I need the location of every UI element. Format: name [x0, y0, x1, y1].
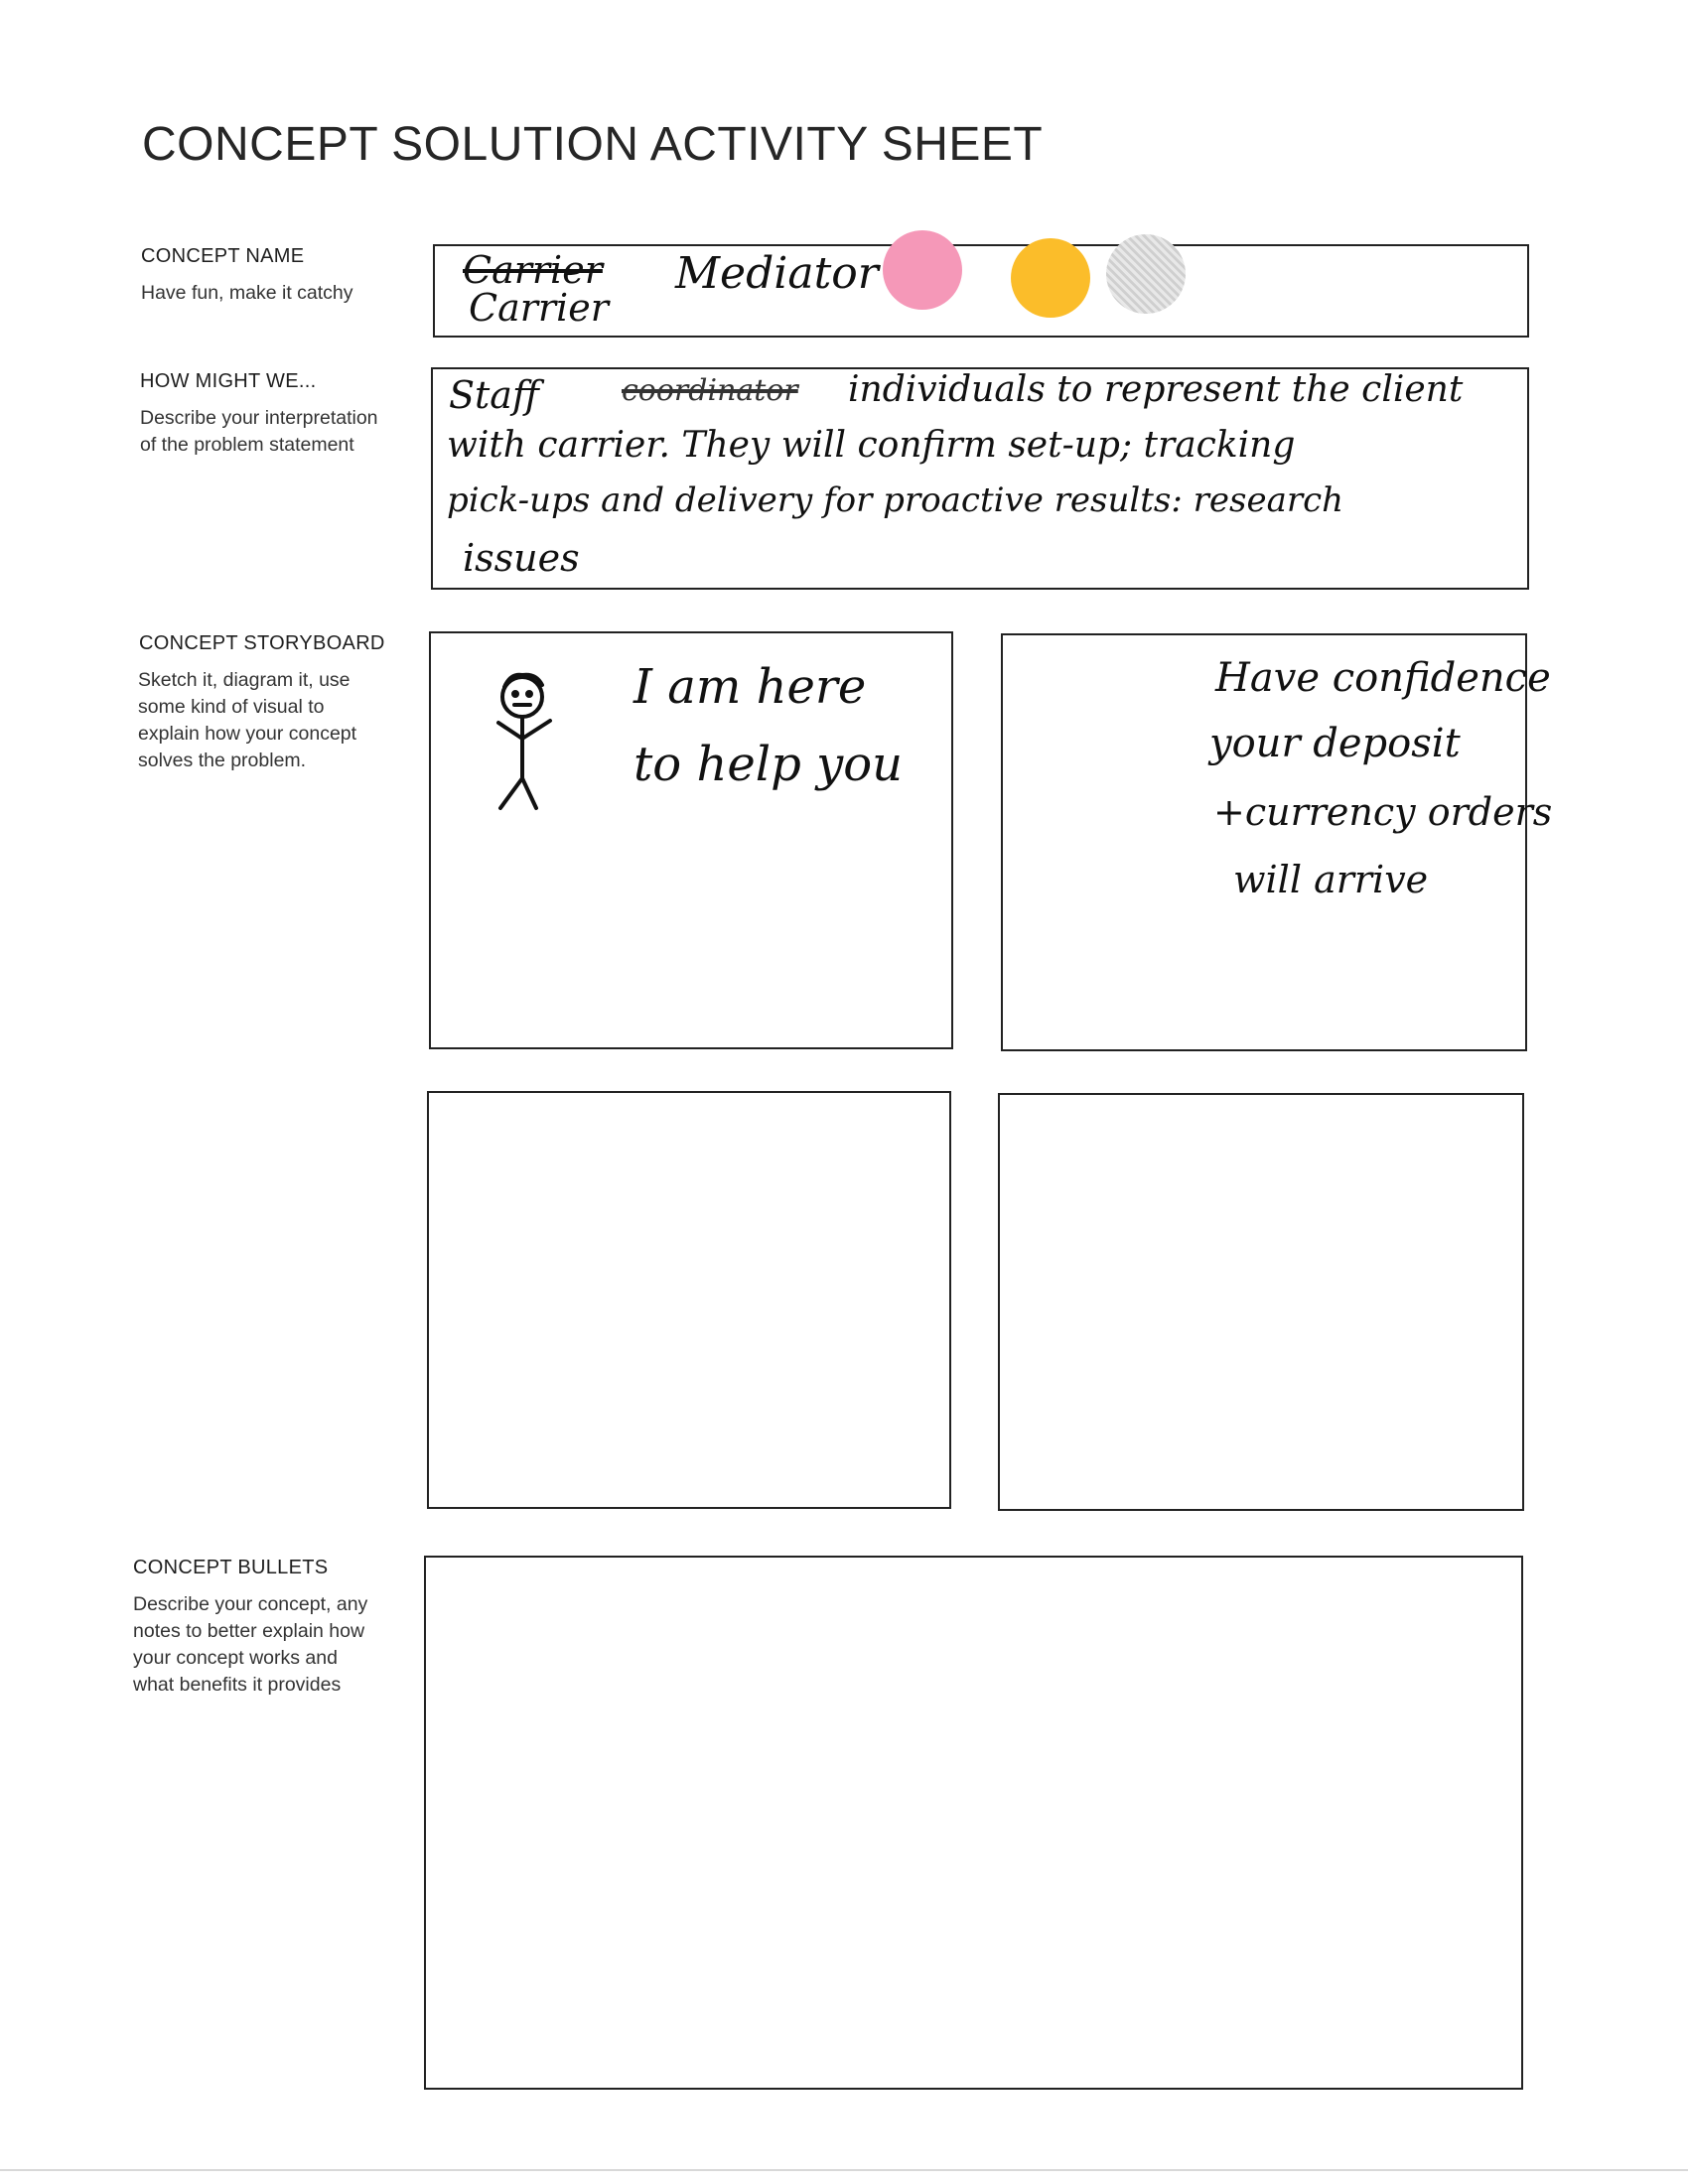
storyboard-description-2: some kind of visual to	[138, 696, 325, 718]
storyboard-description-3: explain how your concept	[138, 723, 357, 745]
storyboard-description-4: solves the problem.	[138, 750, 307, 771]
pink-vote-sticker	[883, 230, 962, 310]
hmw-line2: with carrier. They will confirm set-up; tracking	[447, 425, 1296, 466]
how-might-we-box[interactable]	[431, 367, 1529, 590]
concept-bullets-box[interactable]	[424, 1556, 1523, 2090]
concept-name-box[interactable]	[433, 244, 1529, 338]
concept-name-description: Have fun, make it catchy	[141, 282, 353, 304]
concept-name-heading: CONCEPT NAME	[141, 245, 305, 267]
storyboard-panel-1[interactable]	[429, 631, 953, 1049]
hmw-line1-start: Staff	[449, 373, 539, 417]
hmw-line3: pick-ups and delivery for proactive results: research	[447, 480, 1344, 520]
hmw-line4: issues	[463, 536, 580, 580]
concept-name-alt: Carrier	[469, 286, 609, 330]
stick-figure-sketch	[471, 669, 590, 828]
yellow-vote-sticker	[1011, 238, 1090, 318]
storyboard-heading: CONCEPT STORYBOARD	[139, 632, 385, 654]
storyboard-description-1: Sketch it, diagram it, use	[138, 669, 351, 691]
concept-bullets-description-4: what benefits it provides	[133, 1674, 342, 1696]
panel2-line2: your deposit	[1209, 721, 1461, 766]
storyboard-panel-3[interactable]	[427, 1091, 951, 1509]
page-title: CONCEPT SOLUTION ACTIVITY SHEET	[142, 118, 1044, 171]
silver-vote-sticker	[1106, 234, 1186, 314]
concept-bullets-description-1: Describe your concept, any	[133, 1593, 368, 1615]
panel2-line1: Have confidence	[1215, 655, 1551, 701]
storyboard-panel-2[interactable]	[1001, 633, 1553, 1051]
concept-bullets-heading: CONCEPT BULLETS	[133, 1557, 329, 1578]
page-bottom-edge	[0, 2169, 1688, 2171]
concept-name-main: Mediator	[675, 248, 879, 299]
panel1-line2: to help you	[633, 737, 904, 792]
storyboard-panel-4[interactable]	[998, 1093, 1524, 1511]
panel1-line1: I am here	[633, 659, 867, 715]
concept-bullets-description-3: your concept works and	[133, 1647, 338, 1669]
hmw-line1-end: individuals to represent the client	[848, 369, 1464, 410]
panel2-line3: +currency orders	[1213, 790, 1553, 834]
how-might-we-description-1: Describe your interpretation	[140, 407, 378, 429]
concept-name-struck: Carrier	[463, 248, 603, 292]
how-might-we-heading: HOW MIGHT WE...	[140, 370, 317, 392]
how-might-we-description-2: of the problem statement	[140, 434, 354, 456]
concept-bullets-description-2: notes to better explain how	[133, 1620, 365, 1642]
panel2-line4: will arrive	[1233, 858, 1429, 901]
hmw-line1-struck: coordinator	[622, 373, 798, 408]
